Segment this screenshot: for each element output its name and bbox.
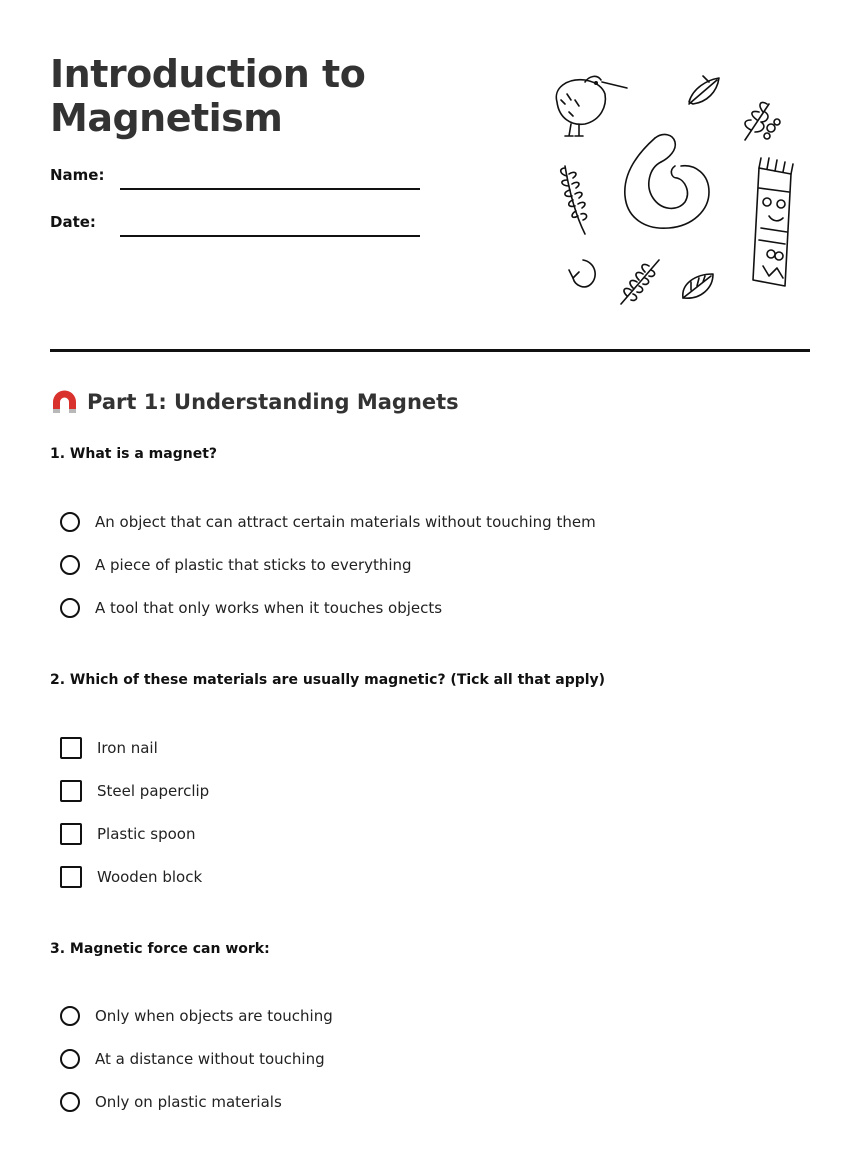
option-label: Plastic spoon (97, 825, 196, 843)
q2-option-2[interactable] (60, 778, 209, 804)
option-label: A tool that only works when it touches objects (95, 599, 443, 617)
radio-button[interactable] (60, 1006, 80, 1026)
kiwi-bird-icon (556, 76, 627, 136)
name-label: Name: (50, 166, 105, 184)
tiki-carving-icon (753, 158, 793, 286)
radio-button[interactable] (60, 512, 80, 532)
part1-heading (50, 388, 459, 416)
q3-option-2[interactable] (60, 1046, 325, 1072)
radio-button[interactable] (60, 555, 80, 575)
radio-button[interactable] (60, 598, 80, 618)
q3-option-3[interactable] (60, 1089, 282, 1115)
worksheet-title (50, 52, 365, 140)
section-divider (50, 349, 810, 352)
q1-option-2[interactable] (60, 552, 412, 578)
fern-icon (561, 166, 587, 234)
checkbox[interactable] (60, 737, 82, 759)
checkbox[interactable] (60, 823, 82, 845)
title-line-2: Magnetism (50, 96, 283, 140)
date-write-line[interactable] (120, 235, 420, 237)
arrow-doodle-icon (569, 260, 595, 287)
option-label: At a distance without touching (95, 1050, 325, 1068)
title-line-1: Introduction to (50, 52, 366, 96)
option-label: An object that can attract certain materials without touching them (95, 513, 596, 531)
date-label: Date: (50, 213, 96, 231)
option-label: Steel paperclip (97, 782, 210, 800)
leaf-icon (689, 76, 719, 104)
part1-title: Part 1: Understanding Magnets (87, 390, 459, 414)
nz-doodle-illustration (545, 70, 805, 315)
leaf-bottom-icon (683, 274, 713, 298)
q2-option-3[interactable] (60, 821, 195, 847)
option-label: Wooden block (97, 868, 203, 886)
question-2-prompt: 2. Which of these materials are usually magnetic? (Tick all that apply) (50, 672, 606, 688)
koru-spiral-icon (625, 135, 709, 229)
date-field[interactable] (50, 213, 430, 243)
q1-option-3[interactable] (60, 595, 442, 621)
radio-button[interactable] (60, 1049, 80, 1069)
q2-option-4[interactable] (60, 864, 202, 890)
name-field[interactable] (50, 166, 430, 196)
q3-option-1[interactable] (60, 1003, 333, 1029)
radio-button[interactable] (60, 1092, 80, 1112)
horseshoe-magnet-icon (50, 388, 79, 416)
option-label: Only on plastic materials (95, 1093, 282, 1111)
checkbox[interactable] (60, 866, 82, 888)
q2-option-1[interactable] (60, 735, 158, 761)
option-label: Only when objects are touching (95, 1007, 333, 1025)
name-write-line[interactable] (120, 188, 420, 190)
fern-sprig-icon (621, 260, 659, 304)
pohutukawa-flower-icon (745, 102, 780, 140)
option-label: Iron nail (97, 739, 158, 757)
q1-option-1[interactable] (60, 509, 596, 535)
option-label: A piece of plastic that sticks to everything (95, 556, 412, 574)
question-1-prompt: 1. What is a magnet? (50, 446, 218, 462)
question-3-prompt: 3. Magnetic force can work: (50, 941, 270, 957)
checkbox[interactable] (60, 780, 82, 802)
